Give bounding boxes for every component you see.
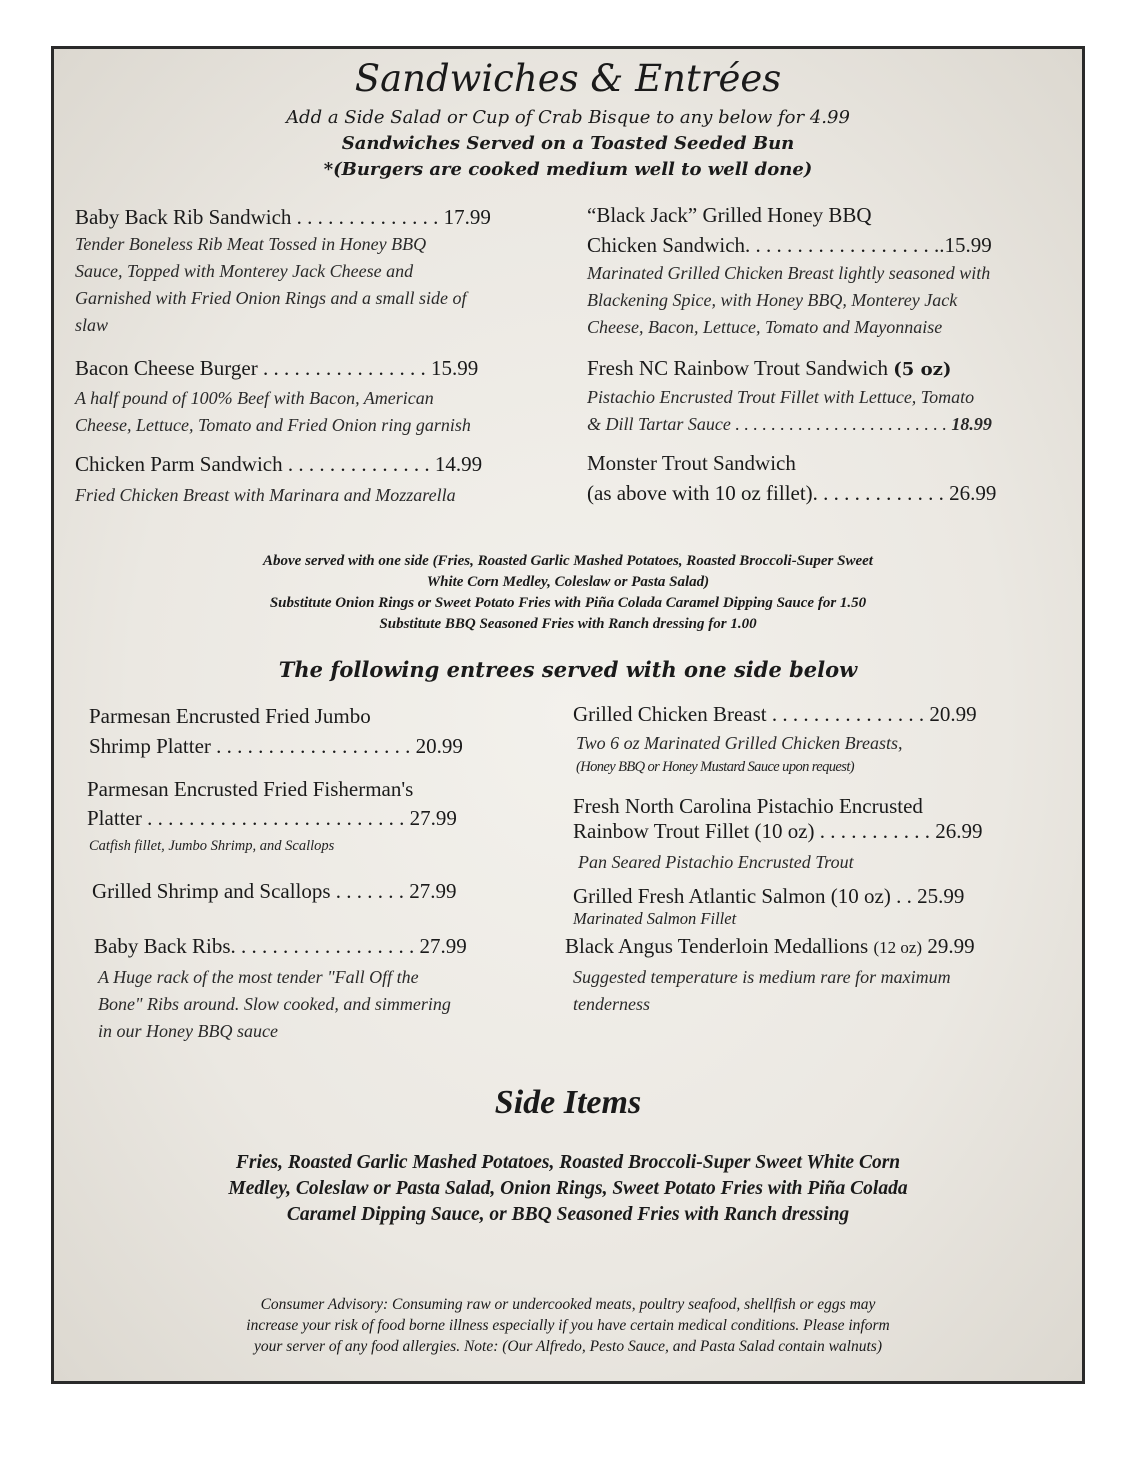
sides-served-note: Above served with one side (Fries, Roasted Garlic Mashed Potatoes, Roasted Broccoli-Super Sweet White Corn Medley, Coleslaw or Pasta Salad) Substitute Onion Rings or Sweet Potato Fries with Piña Colada Caramel Dipping Sauce for 1.50 Substitute BBQ Seasoned Fries with Ranch dressing for 1.00 <box>263 553 873 632</box>
bun-note: Sandwiches Served on a Toasted Seeded Bun <box>341 133 795 154</box>
side-items-heading: Side Items <box>494 1084 642 1121</box>
menu-item-chicken-parm: Chicken Parm Sandwich . . . . . . . . . . . . . . 14.99 <box>75 452 483 476</box>
item-description: A half pound of 100% Beef with Bacon, American Cheese, Lettuce, Tomato and Fried Onion ring garnish <box>75 388 471 435</box>
item-description: Suggested temperature is medium rare for maximum tenderness <box>573 967 951 1014</box>
side-salad-note: Add a Side Salad or Cup of Crab Bisque to any below for 4.99 <box>286 107 850 128</box>
item-description: Pan Seared Pistachio Encrusted Trout <box>578 852 854 872</box>
menu-item-monster-trout: Monster Trout Sandwich <box>587 451 796 475</box>
item-description: Pistachio Encrusted Trout Fillet with Lettuce, Tomato & Dill Tartar Sauce . . . . . . . . . . . . . . . . . . . . . . . . 18.99 <box>587 387 992 434</box>
menu-item-angus-medallions: Black Angus Tenderloin Medallions (12 oz) 29.99 <box>565 934 975 958</box>
page-title: Sandwiches & Entrées <box>354 57 782 100</box>
item-description: Fried Chicken Breast with Marinara and Mozzarella <box>75 485 456 505</box>
menu-item-trout-sandwich: Fresh NC Rainbow Trout Sandwich (5 oz) <box>587 356 952 380</box>
menu-item-cheese-burger: Bacon Cheese Burger . . . . . . . . . . . . . . . . 15.99 <box>75 356 479 380</box>
item-description: Tender Boneless Rib Meat Tossed in Honey BBQ Sauce, Topped with Monterey Jack Cheese and Garnished with Fried Onion Rings and a small side of slaw <box>75 234 467 335</box>
item-description: Marinated Salmon Fillet <box>573 909 737 928</box>
menu-item-shrimp-platter: Parmesan Encrusted Fried Jumbo <box>89 704 371 728</box>
side-items-list: Fries, Roasted Garlic Mashed Potatoes, Roasted Broccoli-Super Sweet White Corn Medley, Coleslaw or Pasta Salad, Onion Rings, Sweet Potato Fries with Piña Colada Caramel Dipping Sauce, or BBQ Seasoned Fries with Ranch dressing <box>228 1152 908 1225</box>
menu-item-monster-trout-price: (as above with 10 oz fillet). . . . . . . . . . . . . 26.99 <box>587 481 997 505</box>
menu-item-fisherman-platter-price: Platter . . . . . . . . . . . . . . . . . . . . . . . . . 27.99 <box>87 806 457 830</box>
item-description: Catfish fillet, Jumbo Shrimp, and Scallops <box>89 838 335 854</box>
menu-item-shrimp-platter-price: Shrimp Platter . . . . . . . . . . . . . . . . . . . 20.99 <box>89 734 463 758</box>
menu-item-black-jack-price: Chicken Sandwich. . . . . . . . . . . . . . . . . . ..15.99 <box>587 233 992 257</box>
item-description: Two 6 oz Marinated Grilled Chicken Breasts, <box>576 733 903 753</box>
consumer-advisory: Consumer Advisory: Consuming raw or undercooked meats, poultry seafood, shellfish or eggs may increase your risk of food borne illness especially if you have certain medical conditions. Please inform your server of any food allergies. Note: (Our Alfredo, Pesto Sauce, and Pasta Salad contain walnuts) <box>246 1296 890 1355</box>
menu-item-shrimp-scallops: Grilled Shrimp and Scallops . . . . . . . 27.99 <box>92 879 457 903</box>
menu-item-black-jack-name: “Black Jack” Grilled Honey BBQ <box>587 203 872 227</box>
item-note: (Honey BBQ or Honey Mustard Sauce upon request) <box>576 759 854 775</box>
menu-item-baby-back-ribs: Baby Back Ribs. . . . . . . . . . . . . . . . . . 27.99 <box>94 934 467 958</box>
menu-page <box>51 46 1085 1384</box>
menu-item-rib-sandwich: Baby Back Rib Sandwich . . . . . . . . . . . . . . 17.99 <box>75 205 491 229</box>
item-description: A Huge rack of the most tender "Fall Off the Bone" Ribs around. Slow cooked, and simmering in our Honey BBQ sauce <box>98 967 451 1041</box>
entrees-heading: The following entrees served with one side below <box>278 657 858 682</box>
menu-item-fisherman-platter: Parmesan Encrusted Fried Fisherman's <box>87 777 414 801</box>
menu-item-grilled-chicken: Grilled Chicken Breast . . . . . . . . . . . . . . . 20.99 <box>573 702 977 726</box>
menu-item-atlantic-salmon: Grilled Fresh Atlantic Salmon (10 oz) . . 25.99 <box>573 884 965 908</box>
menu-item-pistachio-trout: Fresh North Carolina Pistachio Encrusted <box>573 794 923 818</box>
burger-note: *(Burgers are cooked medium well to well done) <box>323 159 813 180</box>
item-description: Marinated Grilled Chicken Breast lightly seasoned with Blackening Spice, with Honey BBQ, Monterey Jack Cheese, Bacon, Lettuce, Tomato and Mayonnaise <box>587 263 991 337</box>
menu-item-pistachio-trout-price: Rainbow Trout Fillet (10 oz) . . . . . . . . . . . 26.99 <box>573 819 983 843</box>
